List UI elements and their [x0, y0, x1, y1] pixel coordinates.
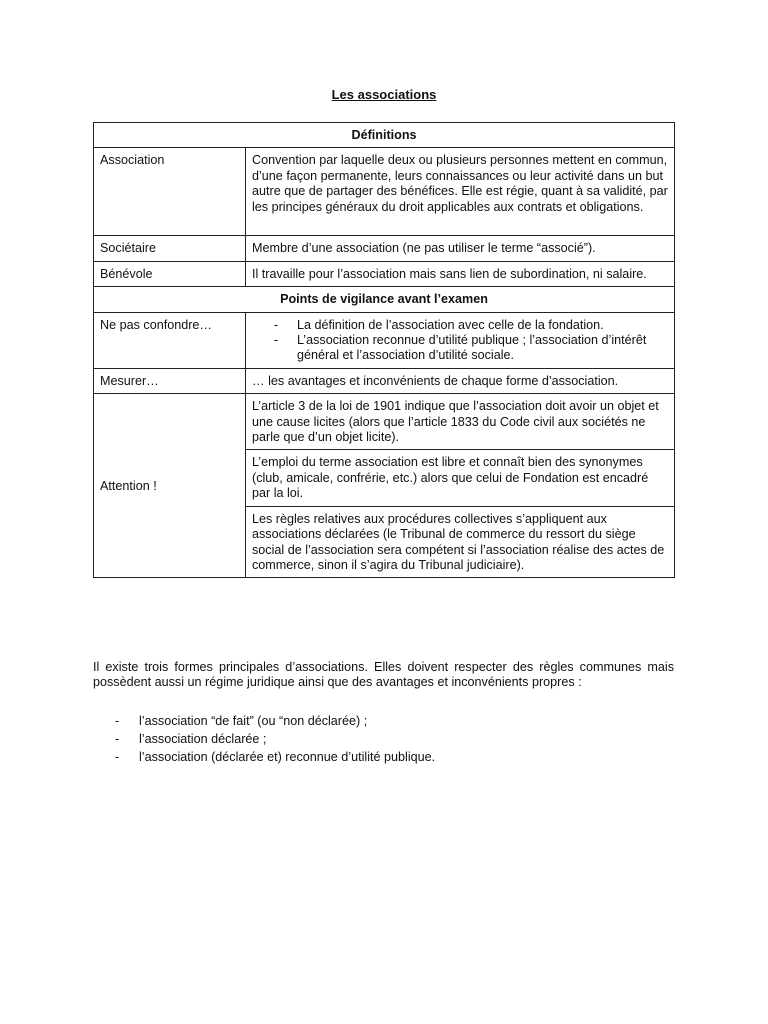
list-item-text: l’association déclarée ; [139, 732, 267, 746]
list-item [274, 318, 668, 333]
definition-benevole: Il travaille pour l’association mais sans lien de subordination, ni salaire. [246, 261, 675, 286]
list-item-text: La définition de l’association avec celle de la fondation. [297, 317, 604, 332]
label-mesurer: Mesurer… [94, 368, 246, 393]
table-row [94, 261, 675, 286]
definitions-header: Définitions [94, 123, 675, 148]
table-row [94, 368, 675, 393]
dash-bullet: - [115, 732, 120, 746]
association-forms-list [93, 714, 674, 768]
ne-pas-confondre-list [252, 318, 668, 364]
label-attention: Attention ! [94, 394, 246, 578]
table-row [94, 312, 675, 368]
table-row [94, 123, 675, 148]
dash-bullet: - [274, 333, 279, 348]
list-item [93, 732, 674, 750]
attention-item: L’emploi du terme association est libre et connaît bien des synonymes (club, amicale, confrérie, etc.) alors que celui de Fondation est encadré par la loi. [246, 450, 675, 506]
list-item-text: l’association “de fait” (ou “non déclarée) ; [139, 714, 368, 728]
vigilance-header: Points de vigilance avant l’examen [94, 287, 675, 312]
table-row [94, 394, 675, 450]
dash-bullet: - [115, 714, 120, 728]
definition-societaire: Membre d’une association (ne pas utiliser le terme “associé”). [246, 236, 675, 261]
attention-item: Les règles relatives aux procédures collectives s’appliquent aux associations déclarées (le Tribunal de commerce du ressort du siège social de l’association sera compétent si l’association réalise des actes de commerce, sinon il s’agira du Tribunal judiciaire). [246, 506, 675, 578]
table-row [94, 287, 675, 312]
ne-pas-confondre-cell [246, 312, 675, 368]
list-item [93, 750, 674, 768]
list-item [274, 333, 668, 364]
intro-paragraph: Il existe trois formes principales d’associations. Elles doivent respecter des règles communes mais possèdent aussi un régime juridique ainsi que des avantages et inconvénients propres : [93, 660, 674, 690]
term-benevole: Bénévole [94, 261, 246, 286]
term-association: Association [94, 148, 246, 236]
dash-bullet: - [115, 750, 120, 764]
list-item-text: l’association (déclarée et) reconnue d’utilité publique. [139, 750, 436, 764]
table-row [94, 236, 675, 261]
mesurer-text: … les avantages et inconvénients de chaque forme d’association. [246, 368, 675, 393]
term-societaire: Sociétaire [94, 236, 246, 261]
page-title: Les associations [331, 87, 437, 102]
associations-table [93, 122, 675, 578]
dash-bullet: - [274, 317, 279, 332]
label-ne-pas-confondre: Ne pas confondre… [94, 312, 246, 368]
definition-association: Convention par laquelle deux ou plusieurs personnes mettent en commun, d’une façon permanente, leurs connaissances ou leur activité dans un but autre que de partager des bénéfices. Elle est régie, quant à sa validité, par les principes généraux du droit applicables aux contrats et obligations. [246, 148, 675, 236]
list-item-text: L’association reconnue d’utilité publique ; l’association d’intérêt général et l’association d’utilité sociale. [297, 333, 647, 363]
attention-item: L’article 3 de la loi de 1901 indique que l’association doit avoir un objet et une cause licites (alors que l’article 1833 du Code civil aux sociétés ne parle que d’un objet licite). [246, 394, 675, 450]
table-row [94, 148, 675, 236]
list-item [93, 714, 674, 732]
